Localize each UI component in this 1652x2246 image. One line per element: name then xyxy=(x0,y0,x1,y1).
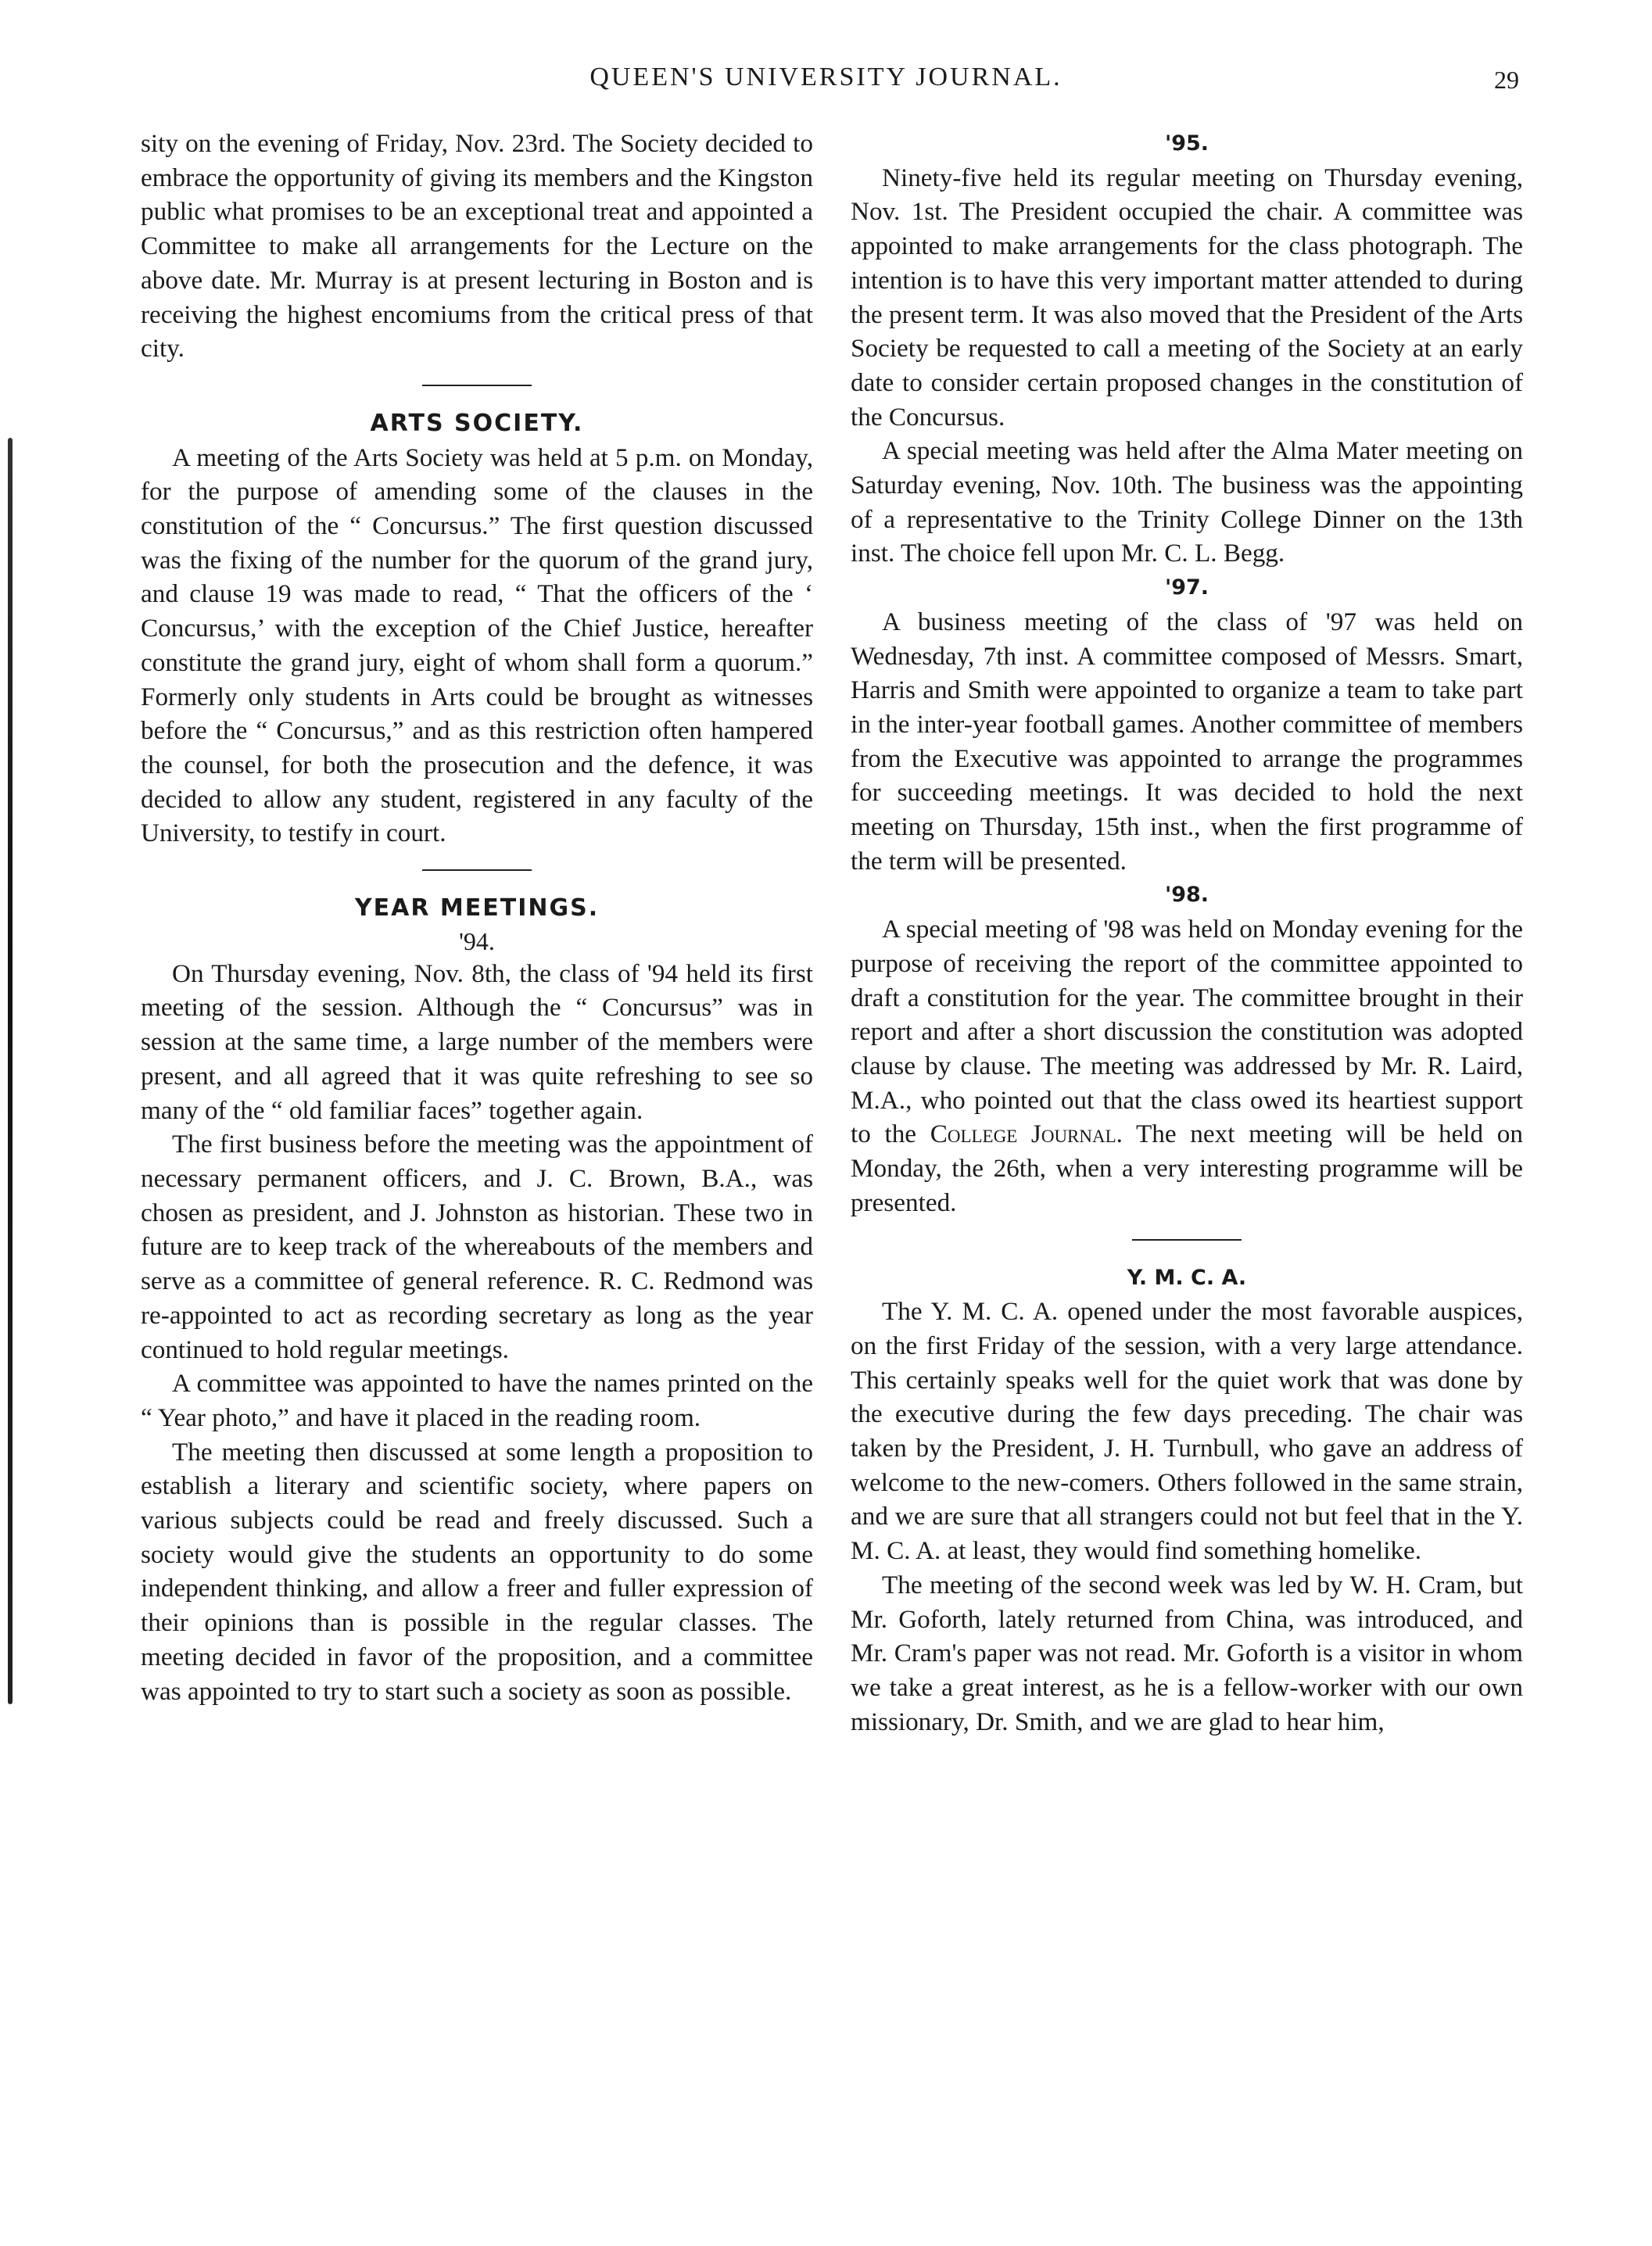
intro-paragraph: sity on the evening of Friday, Nov. 23rd. The Society decided to embrace the opportunity of giving its members and the Kingston public what promises to be an exceptional treat and appointed a Committee to make all arrangements for the Lecture on the above date. Mr. Murray is at present lecturing in Boston and is receiving the highest encomiums from the critical press of that city. xyxy=(141,129,813,364)
class-95-heading: '95. xyxy=(1164,131,1209,156)
class-98-text-after: The next meeting will be held on Monday, the 26th, when a very interesting programme will be presented. xyxy=(851,1119,1523,1217)
section-divider xyxy=(422,869,532,871)
class-98-paragraph xyxy=(851,912,1523,1220)
binding-edge xyxy=(8,438,13,1704)
class-98-heading: '98. xyxy=(1164,883,1209,908)
ymca-paragraph: The Y. M. C. A. opened under the most favorable auspices, on the first Friday of the session, with a very large attendance. This certainly speaks well for the quiet work that was done by the executive during the few days preceding. The chair was taken by the President, J. H. Turnbull, who gave an address of welcome to the new-comers. Others followed in the same strain, and we are sure that all strangers could not but feel that in the Y. M. C. A. at least, they would find something homelike. xyxy=(851,1297,1523,1566)
class-95-paragraph: Ninety-five held its regular meeting on Thursday evening, Nov. 1st. The President occupied the chair. A committee was appointed to make arrangements for the class photograph. The intention is to have this very important matter attended to during the present term. It was also moved that the President of the Arts Society be requested to call a meeting of the Society at an early date to consider certain proposed changes in the constitution of the Concursus. xyxy=(851,163,1523,432)
ymca-paragraph: The meeting of the second week was led by W. H. Cram, but Mr. Goforth, lately returned from China, was introduced, and Mr. Cram's paper was not read. Mr. Goforth is a visitor in whom we take a great interest, as he is a fellow-worker with our own missionary, Dr. Smith, and we are glad to hear him, xyxy=(851,1570,1523,1736)
class-94-paragraph: The first business before the meeting was the appointment of necessary permanent officers, and J. C. Brown, B.A., was chosen as president, and J. Johnston as historian. These two in future are to keep track of the whereabouts of the members and serve as a committee of general reference. R. C. Redmond was re-appointed to act as recording secretary as long as the year continued to hold regular meetings. xyxy=(141,1130,813,1364)
year-meetings-heading: YEAR MEETINGS. xyxy=(354,894,600,922)
ymca-heading: Y. M. C. A. xyxy=(1127,1265,1247,1290)
journal-title: QUEEN'S UNIVERSITY JOURNAL. xyxy=(589,63,1063,91)
page-header xyxy=(0,63,1652,109)
class-94-paragraph: A committee was appointed to have the names printed on the “ Year photo,” and have it placed in the reading room. xyxy=(141,1369,813,1432)
section-divider xyxy=(422,385,532,386)
class-94-paragraph: On Thursday evening, Nov. 8th, the class of '94 held its first meeting of the session. Although the “ Concursus” was in session at the same time, a large number of the members were present, and all agreed that it was quite refreshing to see so many of the “ old familiar faces” together again. xyxy=(141,958,813,1125)
right-column xyxy=(851,127,1523,1739)
arts-society-paragraph: A meeting of the Arts Society was held at 5 p.m. on Monday, for the purpose of amending some of the clauses in the constitution of the “ Concursus.” The first question discussed was the fixing of the number for the quorum of the grand jury, and clause 19 was made to read, “ That the officers of the ‘ Concursus,’ with the exception of the Chief Justice, hereafter constitute the grand jury, eight of whom shall form a quorum.” Formerly only students in Arts could be brought as witnesses before the “ Concursus,” and as this restriction often hampered the counsel, for both the prosecution and the defence, it was decided to allow any student, registered in any faculty of the University, to testify in court. xyxy=(141,442,813,848)
left-column xyxy=(141,127,813,1708)
class-94-heading: '94. xyxy=(459,926,495,955)
class-97-heading: '97. xyxy=(1164,575,1209,600)
section-divider xyxy=(1132,1239,1242,1241)
page-number: 29 xyxy=(1494,66,1519,94)
class-97-paragraph: A business meeting of the class of '97 was held on Wednesday, 7th inst. A committee composed of Messrs. Smart, Harris and Smith were appointed to organize a team to take part in the inter-year football games. Another committee of members from the Executive was appointed to arrange the programmes for succeeding meetings. It was decided to hold the next meeting on Thursday, 15th inst., when the first programme of the term will be presented. xyxy=(851,607,1523,876)
class-98-text-before: A special meeting of '98 was held on Monday evening for the purpose of receiving the report of the committee appointed to draft a constitution for the year. The committee brought in their report and after a short discussion the constitution was adopted clause by clause. The meeting was addressed by Mr. R. Laird, M.A., who pointed out that the class owed its heartiest support to the xyxy=(851,915,1523,1149)
journal-name: College Journal. xyxy=(930,1119,1123,1149)
class-94-paragraph: The meeting then discussed at some length a proposition to establish a literary and scientific society, where papers on various subjects could be read and freely discussed. Such a society would give the students an opportunity to do some independent thinking, and allow a freer and fuller expression of their opinions than is possible in the regular classes. The meeting decided in favor of the proposition, and a committee was appointed to try to start such a society as soon as possible. xyxy=(141,1437,813,1706)
arts-society-heading: ARTS SOCIETY. xyxy=(370,409,584,437)
class-95-paragraph: A special meeting was held after the Alma Mater meeting on Saturday evening, Nov. 10th. The business was the appointing of a representative to the Trinity College Dinner on the 13th inst. The choice fell upon Mr. C. L. Begg. xyxy=(851,436,1523,568)
